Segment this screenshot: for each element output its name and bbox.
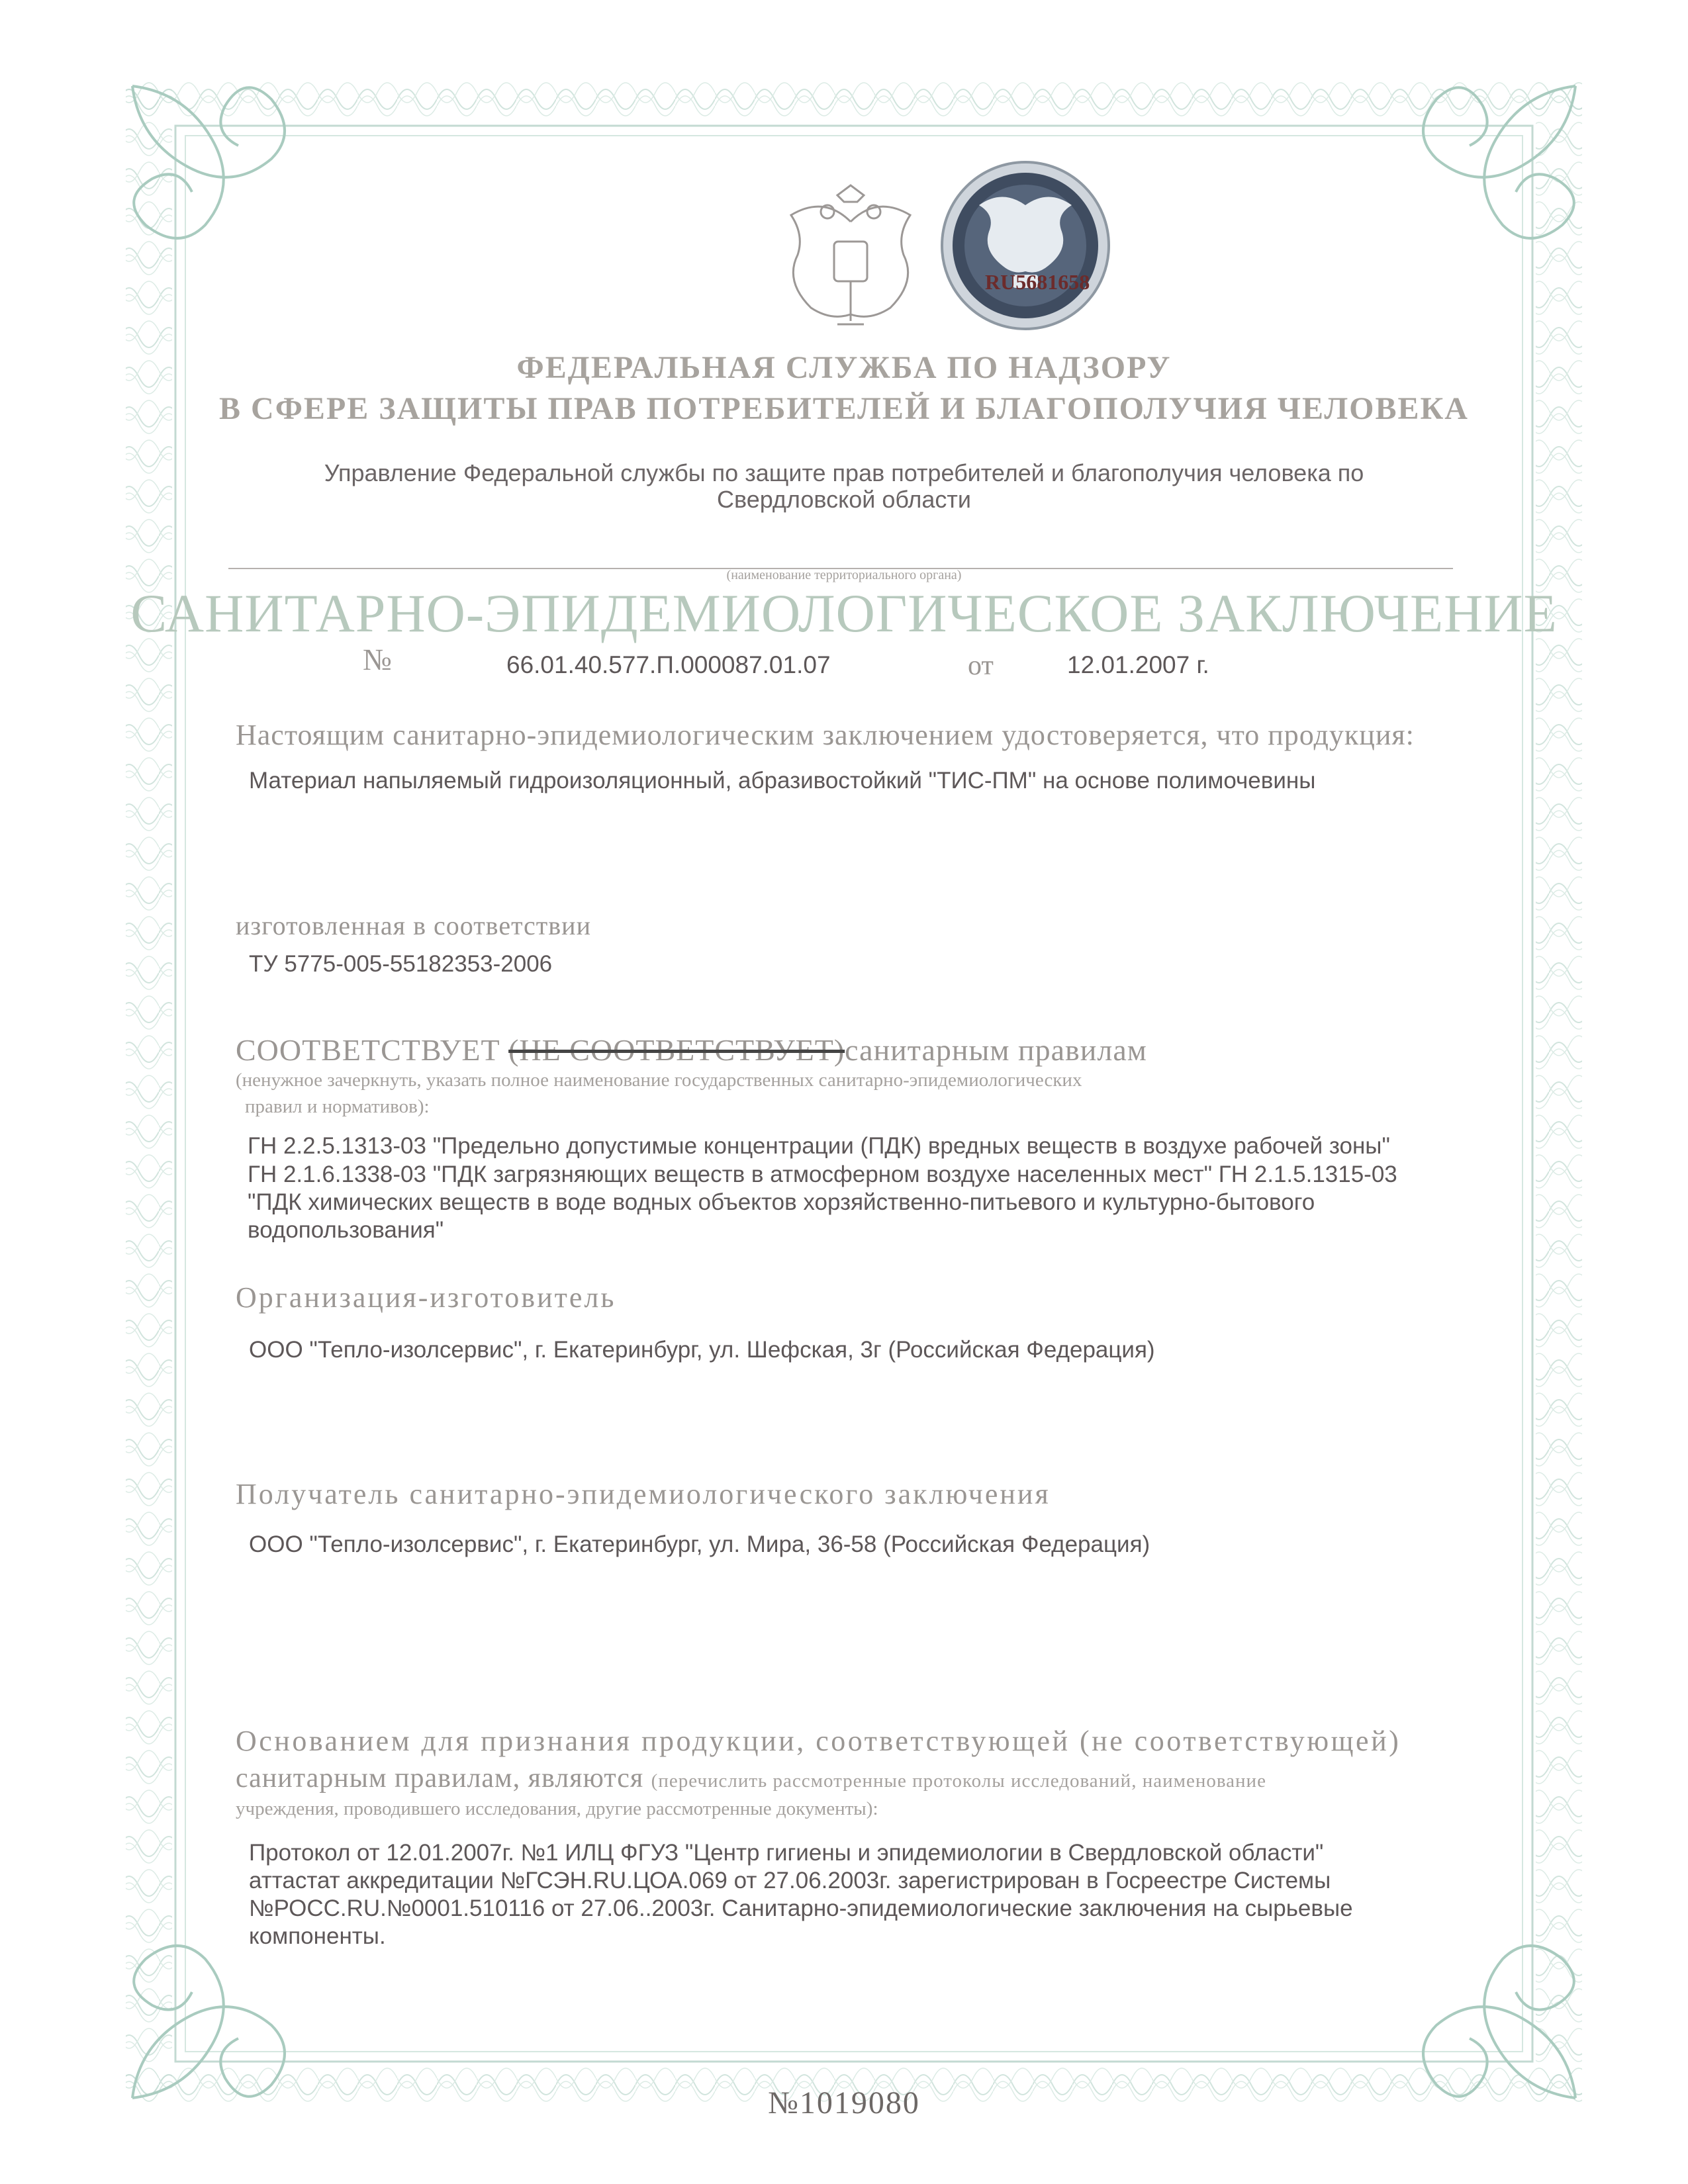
form-number: №1019080 (768, 2085, 920, 2120)
hologram-seal-icon (939, 159, 1112, 332)
rules-line4: водопользования" (248, 1217, 444, 1243)
coat-of-arms-icon (781, 182, 920, 334)
territorial-body-line2: Свердловской области (716, 486, 972, 513)
basis-label-line2 (236, 1762, 1266, 1794)
conformity-statement (236, 1032, 1147, 1068)
standard-label: изготовленная в соответствии (236, 911, 591, 940)
not-complies-text: (НЕ СООТВЕТСТВУЕТ) (508, 1033, 845, 1067)
certificate-number: 66.01.40.577.П.000087.01.07 (506, 651, 831, 678)
product-label: Настоящим санитарно-эпидемиологическим заключением удостоверяется, что продукция: (236, 719, 1415, 751)
manufacturer-label: Организация-изготовитель (236, 1281, 616, 1314)
certificate-date: 12.01.2007 г. (1067, 651, 1209, 678)
recipient-label: Получатель санитарно-эпидемиологического заключения (236, 1478, 1051, 1510)
basis-value-line1: Протокол от 12.01.2007г. №1 ИЛЦ ФГУЗ "Центр гигиены и эпидемиологии в Свердловской области" (249, 1840, 1324, 1866)
manufacturer-value: ООО "Тепло-изолсервис", г. Екатеринбург, ул. Шефская, 3г (Российская Федерация) (249, 1337, 1155, 1363)
basis-label-line2-main: санитарным правилам, являются (236, 1763, 644, 1794)
standard-value: ТУ 5775-005-55182353-2006 (249, 951, 553, 977)
document-title: САНИТАРНО-ЭПИДЕМИОЛОГИЧЕСКОЕ ЗАКЛЮЧЕНИЕ (130, 583, 1558, 643)
basis-label-line1: Основанием для признания продукции, соответствующей (не соответствующей) (236, 1725, 1401, 1757)
conformity-note-line1: (ненужное зачеркнуть, указать полное наименование государственных санитарно-эпидемиологических (236, 1069, 1082, 1091)
hologram-number: RU5681658 (985, 270, 1090, 294)
agency-name-line1: ФЕДЕРАЛЬНАЯ СЛУЖБА ПО НАДЗОРУ (516, 350, 1172, 385)
product-value: Материал напыляемый гидроизоляционный, абразивостойкий "ТИС-ПМ" на основе полимочевины (249, 768, 1316, 794)
rules-line2: ГН 2.1.6.1338-03 "ПДК загрязняющих веществ в атмосферном воздухе населенных мест" ГН 2.1.5.1315-03 (248, 1161, 1397, 1187)
basis-value-line3: №РОСС.RU.№0001.510116 от 27.06..2003г. Санитарно-эпидемиологические заключения на сырьевые (249, 1895, 1353, 1921)
rules-line1: ГН 2.2.5.1313-03 "Предельно допустимые концентрации (ПДК) вредных веществ в воздухе рабочей зоны" (248, 1133, 1390, 1159)
agency-name-line2: В СФЕРЕ ЗАЩИТЫ ПРАВ ПОТРЕБИТЕЛЕЙ И БЛАГОПОЛУЧИЯ ЧЕЛОВЕКА (219, 391, 1469, 426)
recipient-value: ООО "Тепло-изолсервис", г. Екатеринбург, ул. Мира, 36-58 (Российская Федерация) (249, 1531, 1150, 1557)
basis-value-line4: компоненты. (249, 1923, 386, 1949)
territorial-body-line1: Управление Федеральной службы по защите прав потребителей и благополучия человека по (324, 459, 1364, 486)
basis-label-line2-note: (перечислить рассмотренные протоколы исследований, наименование (651, 1770, 1266, 1792)
number-label: № (363, 643, 392, 676)
date-label: от (968, 651, 994, 681)
complies-text: СООТВЕТСТВУЕТ (236, 1033, 500, 1067)
sanitary-rules-text: санитарным правилам (845, 1033, 1147, 1067)
basis-value-line2: аттастат аккредитации №ГСЭН.RU.ЦОА.069 от 27.06.2003г. зарегистрирован в Госреестре Системы (249, 1868, 1331, 1893)
basis-label-line3: учреждения, проводившего исследования, другие рассмотренные документы): (236, 1798, 878, 1819)
rules-line3: "ПДК химических веществ в воде водных объектов хорзяйственно-питьевого и культурно-бытового (248, 1189, 1315, 1215)
territorial-body-caption: (наименование территориального органа) (726, 568, 962, 582)
conformity-note-line2: правил и нормативов): (245, 1096, 430, 1117)
